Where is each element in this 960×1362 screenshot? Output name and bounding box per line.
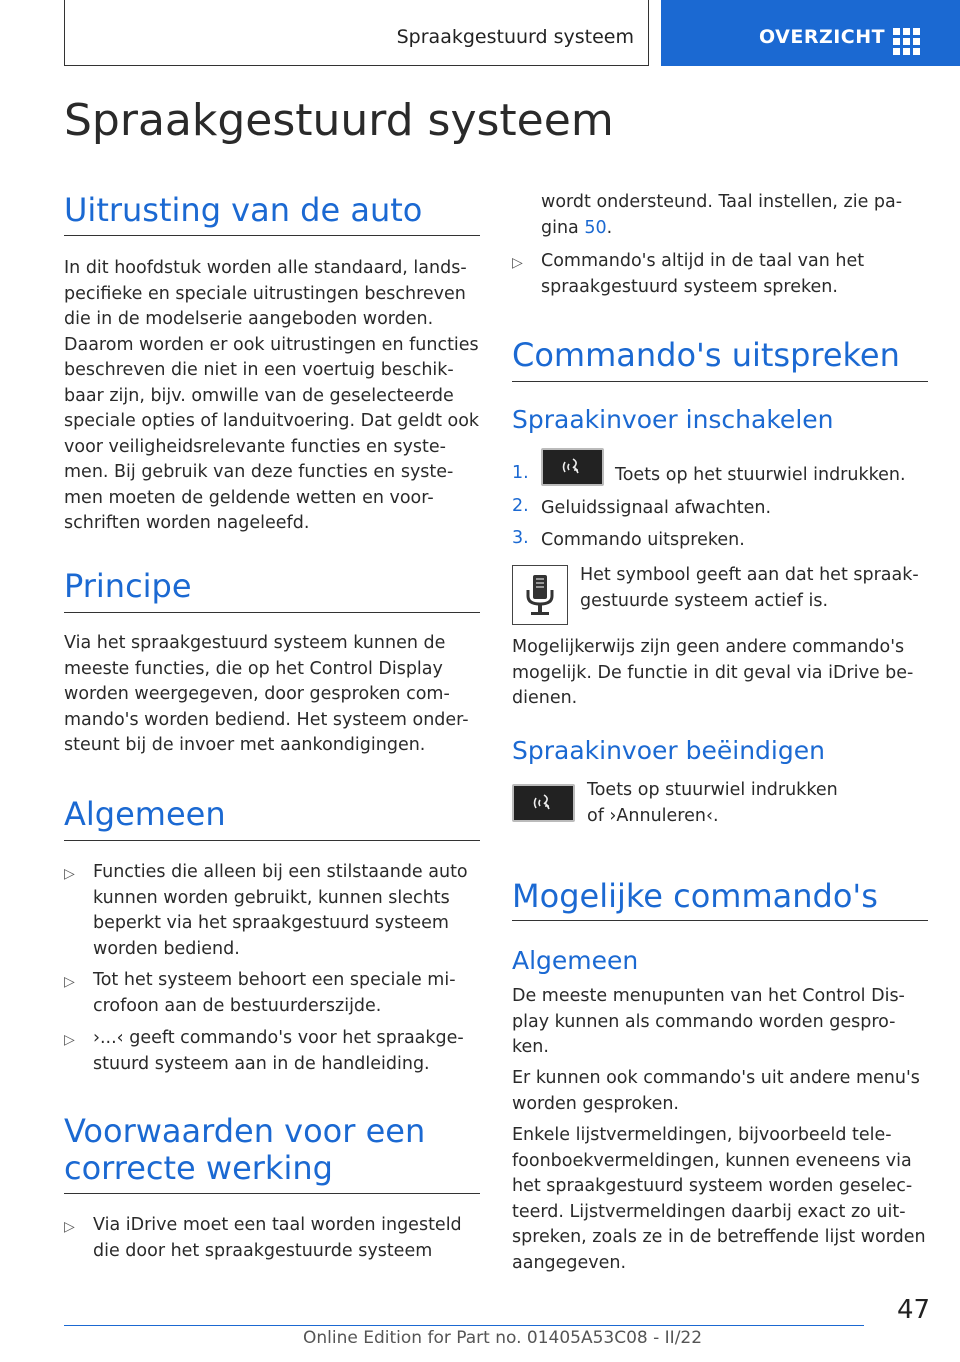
step-text: Commando uitspreken. [541,530,745,550]
triangle-right-icon: ▷ [64,1219,75,1235]
footer-divider [64,1325,864,1326]
uitrusting-text: In dit hoofdstuk worden alle standaard, lands- pecifieke en speciale uitrustingen beschreven die in de modelserie aangeboden worden. Daarom worden er ook uitrustingen en functies beschreven die niet in een voertuig beschik- baar zijn, bijv. omwille van de geselecteerde speciale opties of landuitvoering. Dat geldt ook voor veiligheidsrelevante functies en syste- men. Bij gebruik van deze functies en syste- men moeten de geldende wetten en voor- schriften worden nageleefd. [64,258,480,533]
divider [512,920,928,921]
divider [64,612,480,613]
triangle-right-icon: ▷ [64,866,75,882]
header-section-title: Spraakgestuurd systeem [396,26,634,48]
step-text: Toets op het stuurwiel indrukken. [615,465,906,485]
heading-beeindigen: Spraakinvoer beëindigen [512,736,825,765]
divider [64,235,480,236]
step-text: Geluidssignaal afwachten. [541,498,772,518]
divider [512,381,928,382]
list-item: Via iDrive moet een taal worden ingesteld die door het spraakgestuurde systeem [93,1215,462,1261]
continued-text: wordt ondersteund. Taal instellen, zie pa- gina 50. [541,192,903,238]
mogelijke-p3: Enkele lijstvermeldingen, bijvoorbeeld tele- foonboekvermeldingen, kunnen eveneens via het spraakgestuurd systeem worden geselec- teerd. Lijstvermeldingen daarbij exact zo uit- spreken, zoals ze in de betreffende lijst worden aangegeven. [512,1125,926,1273]
step-number: 3. [512,528,529,548]
symbol-text: Het symbool geeft aan dat het spraak- gestuurde systeem actief is. [580,565,919,611]
beeindigen-text: Toets op stuurwiel indrukken of ›Annuleren‹. [587,780,838,826]
principe-text: Via het spraakgestuurd systeem kunnen de meeste functies, die op het Control Display worden weergegeven, door gesproken com- mando's worden bediend. Het systeem onder- steunt bij de invoer met aankondigingen. [64,633,469,755]
heading-voorwaarden-line1: Voorwaarden voor een [64,1112,426,1150]
list-item: ›...‹ geeft commando's voor het spraakge- stuurd systeem aan in de handleiding. [93,1028,464,1074]
step-number: 1. [512,463,529,483]
list-item: Commando's altijd in de taal van het spraakgestuurd systeem spreken. [541,251,865,297]
mogelijke-p2: Er kunnen ook commando's uit andere menu's worden gesproken. [512,1068,920,1114]
triangle-right-icon: ▷ [64,1032,75,1048]
heading-inschakelen: Spraakinvoer inschakelen [512,405,834,434]
header-nav-overview[interactable] [661,0,960,66]
header-section-box [64,0,649,66]
divider [64,840,480,841]
triangle-right-icon: ▷ [512,255,523,271]
nav-overview-label[interactable]: OVERZICHT [759,26,886,48]
heading-uitrusting: Uitrusting van de auto [64,191,423,229]
page-number: 47 [897,1295,931,1325]
heading-voorwaarden-line2: correcte werking [64,1149,333,1187]
microphone-icon [512,565,568,625]
page-title: Spraakgestuurd systeem [64,95,614,146]
divider [64,1193,480,1194]
inschakelen-note: Mogelijkerwijs zijn geen andere commando's mogelijk. De functie in dit geval via iDrive be- dienen. [512,637,914,708]
heading-algemeen-right: Algemeen [512,946,639,975]
voice-button-icon [512,784,575,822]
mogelijke-p1: De meeste menupunten van het Control Dis- play kunnen als commando worden gespro- ken. [512,986,905,1057]
triangle-right-icon: ▷ [64,974,75,990]
heading-algemeen: Algemeen [64,795,226,833]
heading-mogelijke: Mogelijke commando's [512,877,878,915]
list-item: Functies die alleen bij een stilstaande auto kunnen worden gebruikt, kunnen slechts beperkt via het spraakgestuurd systeem worden bediend. [93,862,468,959]
heading-commando: Commando's uitspreken [512,336,900,374]
list-item: Tot het systeem behoort een speciale mi- crofoon aan de bestuurderszijde. [93,970,456,1016]
page-link[interactable]: 50 [584,217,607,238]
step-number: 2. [512,496,529,516]
footer-edition: Online Edition for Part no. 01405A53C08 - II/22 [303,1328,703,1348]
grid-menu-icon[interactable] [893,28,921,54]
voice-button-icon [541,448,604,486]
heading-principe: Principe [64,567,192,605]
